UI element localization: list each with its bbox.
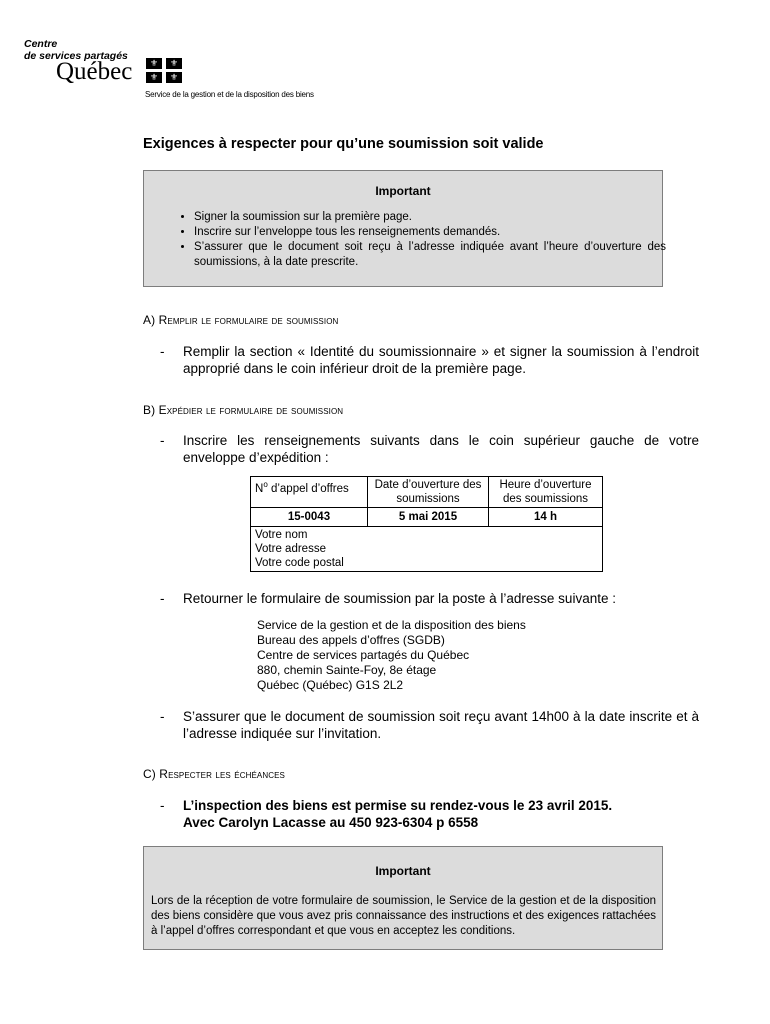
- logo-line-1: Centre: [24, 38, 58, 50]
- dash-bullet: -: [160, 433, 165, 448]
- dash-bullet: -: [160, 344, 165, 359]
- important-heading: Important: [375, 184, 431, 198]
- section-b-text-2: Retourner le formulaire de soumission par la poste à l’adresse suivante :: [183, 591, 616, 606]
- inspection-contact: Avec Carolyn Lacasse au 450 923-6304 p 6558: [183, 815, 479, 830]
- inspection-date: L’inspection des biens est permise su rendez-vous le 23 avril 2015.: [183, 798, 613, 813]
- dash-bullet: -: [160, 709, 165, 724]
- header-opening-date: Date d’ouverture des soumissions: [368, 477, 489, 508]
- dash-bullet: -: [160, 591, 165, 606]
- service-line: Service de la gestion et de la disposition des biens: [145, 90, 314, 99]
- fleur-de-lis-icon: ⚜: [146, 58, 162, 69]
- section-b-text-3: S’assurer que le document de soumission soit reçu avant 14h00 à la date inscrite et à l’adresse indiquée sur l’invitation.: [183, 709, 699, 741]
- section-b-heading: [143, 403, 343, 417]
- section-b-text-1: Inscrire les renseignements suivants dans le coin supérieur gauche de votre enveloppe d’expédition :: [183, 433, 699, 465]
- address-line: Bureau des appels d’offres (SGDB): [257, 633, 445, 647]
- header-tender-number: [251, 477, 368, 508]
- address-line: Service de la gestion et de la disposition des biens: [257, 618, 526, 632]
- header-n-sup: o: [263, 480, 268, 489]
- header-opening-time: Heure d’ouverture des soumissions: [489, 477, 603, 508]
- logo-quebec-wordmark: Québec: [56, 58, 133, 85]
- page-title: Exigences à respecter pour qu’une soumission soit valide: [143, 136, 544, 152]
- section-c-letter: C) R: [143, 767, 169, 781]
- sender-name: Votre nom: [255, 529, 308, 541]
- list-item: • Signer la soumission sur la première page.: [194, 210, 666, 225]
- sender-info-cell: [251, 527, 603, 572]
- important-text: Lors de la réception de votre formulaire de soumission, le Service de la gestion et de la disposition des biens considère que vous avez pris connaissance des instructions et des exigences rattachées à l’appel d’offres correspondant et que vous en acceptez les conditions.: [151, 895, 656, 937]
- fleur-de-lis-icon: ⚜: [146, 72, 162, 83]
- table-header-row: [251, 477, 603, 508]
- address-line: Québec (Québec) G1S 2L2: [257, 678, 404, 692]
- important-box-2: [143, 846, 663, 950]
- list-item: • Inscrire sur l’enveloppe tous les renseignements demandés.: [194, 225, 666, 240]
- header-n: N: [255, 482, 264, 495]
- fleur-de-lis-icon: ⚜: [166, 58, 182, 69]
- quebec-flag-icon: [146, 58, 183, 84]
- important-list: [166, 210, 666, 270]
- envelope-info-table: [250, 476, 603, 572]
- opening-time-cell: 14 h: [489, 508, 603, 527]
- important-heading: Important: [375, 864, 431, 878]
- mailing-address: [257, 618, 526, 693]
- section-a-title: emplir le formulaire de soumission: [167, 313, 339, 327]
- section-a-heading: [143, 313, 338, 327]
- table-row: [251, 508, 603, 527]
- section-c-heading: [143, 767, 285, 781]
- opening-date-cell: 5 mai 2015: [368, 508, 489, 527]
- logo-line-2: de services partagés: [24, 50, 128, 62]
- fleur-de-lis-icon: ⚜: [166, 72, 182, 83]
- important-box-1: [143, 170, 666, 287]
- dash-bullet: -: [160, 798, 165, 813]
- header-suffix: d’appel d’offres: [267, 482, 349, 495]
- tender-number-cell: 15-0043: [251, 508, 368, 527]
- address-line: 880, chemin Sainte-Foy, 8e étage: [257, 663, 437, 677]
- section-c-text: [183, 797, 699, 831]
- list-item: • S’assurer que le document soit reçu à l’adresse indiquée avant l’heure d’ouverture des soumissions, à la date prescrite.: [194, 240, 666, 270]
- sender-postal-code: Votre code postal: [255, 557, 344, 569]
- section-a-letter: A) R: [143, 313, 168, 327]
- table-row: [251, 527, 603, 572]
- section-a-text: Remplir la section « Identité du soumissionnaire » et signer la soumission à l’endroit approprié dans le coin inférieur droit de la première page.: [183, 344, 699, 376]
- address-line: Centre de services partagés du Québec: [257, 648, 470, 662]
- section-b-title: xpédier le formulaire de soumission: [166, 403, 344, 417]
- sender-address: Votre adresse: [255, 543, 326, 555]
- section-c-title: especter les échéances: [168, 767, 285, 781]
- section-b-letter: B) E: [143, 403, 167, 417]
